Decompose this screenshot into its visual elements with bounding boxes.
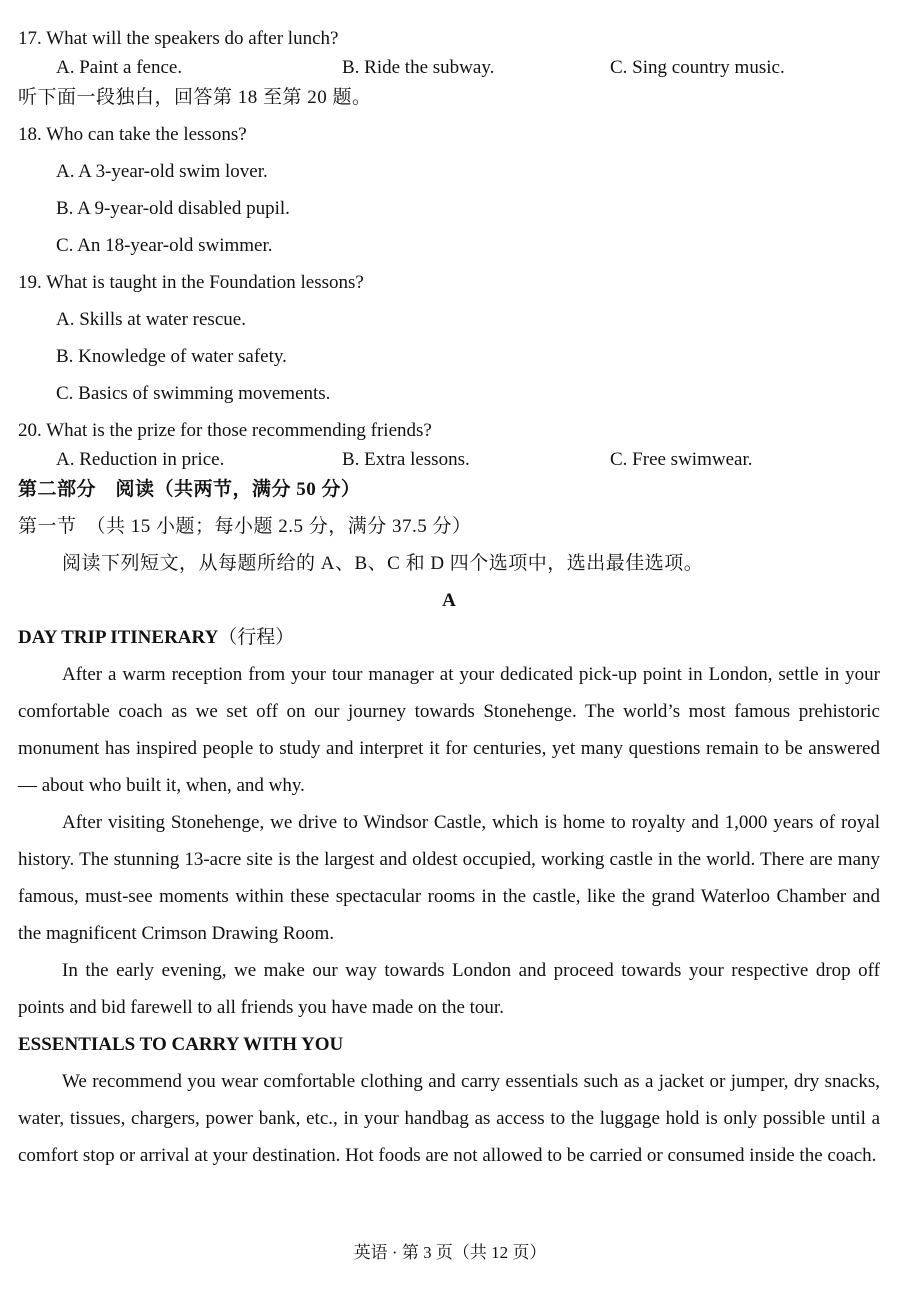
exam-page bbox=[18, 20, 880, 1174]
option-c: C. An 18-year-old swimmer. bbox=[56, 235, 273, 256]
monologue-instruction: 听下面一段独白，回答第 18 至第 20 题。 bbox=[18, 87, 372, 108]
option-c: C. Sing country music. bbox=[610, 57, 785, 78]
question-17-options bbox=[18, 57, 880, 79]
reading-instruction: 阅读下列短文，从每题所给的 A、B、C 和 D 四个选项中，选出最佳选项。 bbox=[62, 553, 704, 574]
part-title: 第二部分 阅读（共两节，满分 50 分） bbox=[18, 479, 361, 500]
paragraph: After visiting Stonehenge, we drive to Windsor Castle, which is home to royalty and 1,000 years of royal history. The stunning 13-acre site is the largest and oldest occupied, working castle in the world. There are many famous, must-see moments within these spectacular rooms in the castle, like the grand Waterloo Chamber and the magnificent Crimson Drawing Room. bbox=[18, 812, 880, 944]
option-b: B. Ride the subway. bbox=[342, 57, 495, 78]
question-20-options bbox=[18, 449, 880, 471]
section-title: 第一节 （共 15 小题；每小题 2.5 分，满分 37.5 分） bbox=[18, 516, 472, 537]
option-a: A. Paint a fence. bbox=[56, 57, 183, 78]
heading-en: DAY TRIP ITINERARY bbox=[18, 627, 219, 648]
paragraph: After a warm reception from your tour manager at your dedicated pick-up point in London, settle in your comfortable coach as we set off on our journey towards Stonehenge. The world’s most famous prehistoric monument has inspired people to study and interpret it for centuries, yet many questions remain to be answered — about who built it, when, and why. bbox=[18, 664, 880, 796]
option-c: C. Basics of swimming movements. bbox=[56, 383, 331, 404]
question-17: 17. What will the speakers do after lunch? bbox=[18, 28, 339, 49]
passage-letter: A bbox=[442, 590, 456, 611]
option-a: A. A 3-year-old swim lover. bbox=[56, 161, 268, 182]
heading-cn: （行程） bbox=[218, 627, 295, 648]
itinerary-heading bbox=[18, 619, 880, 656]
option-c: C. Free swimwear. bbox=[610, 449, 753, 470]
option-a: A. Reduction in price. bbox=[56, 449, 225, 470]
option-b: B. Knowledge of water safety. bbox=[56, 346, 287, 367]
page-footer: 英语 · 第 3 页（共 12 页） bbox=[353, 1243, 547, 1262]
paragraph: In the early evening, we make our way towards London and proceed towards your respective drop off points and bid farewell to all friends you have made on the tour. bbox=[18, 960, 880, 1018]
paragraph: We recommend you wear comfortable clothing and carry essentials such as a jacket or jumper, dry snacks, water, tissues, chargers, power bank, etc., in your handbag as access to the luggage hold is only possible until a comfort stop or arrival at your destination. Hot foods are not allowed to be carried or consumed inside the coach. bbox=[18, 1071, 880, 1166]
option-b: B. A 9-year-old disabled pupil. bbox=[56, 198, 290, 219]
option-a: A. Skills at water rescue. bbox=[56, 309, 246, 330]
question-18: 18. Who can take the lessons? bbox=[18, 124, 247, 145]
question-20: 20. What is the prize for those recommending friends? bbox=[18, 420, 432, 441]
option-b: B. Extra lessons. bbox=[342, 449, 470, 470]
essentials-heading: ESSENTIALS TO CARRY WITH YOU bbox=[18, 1034, 344, 1055]
question-19: 19. What is taught in the Foundation lessons? bbox=[18, 272, 364, 293]
